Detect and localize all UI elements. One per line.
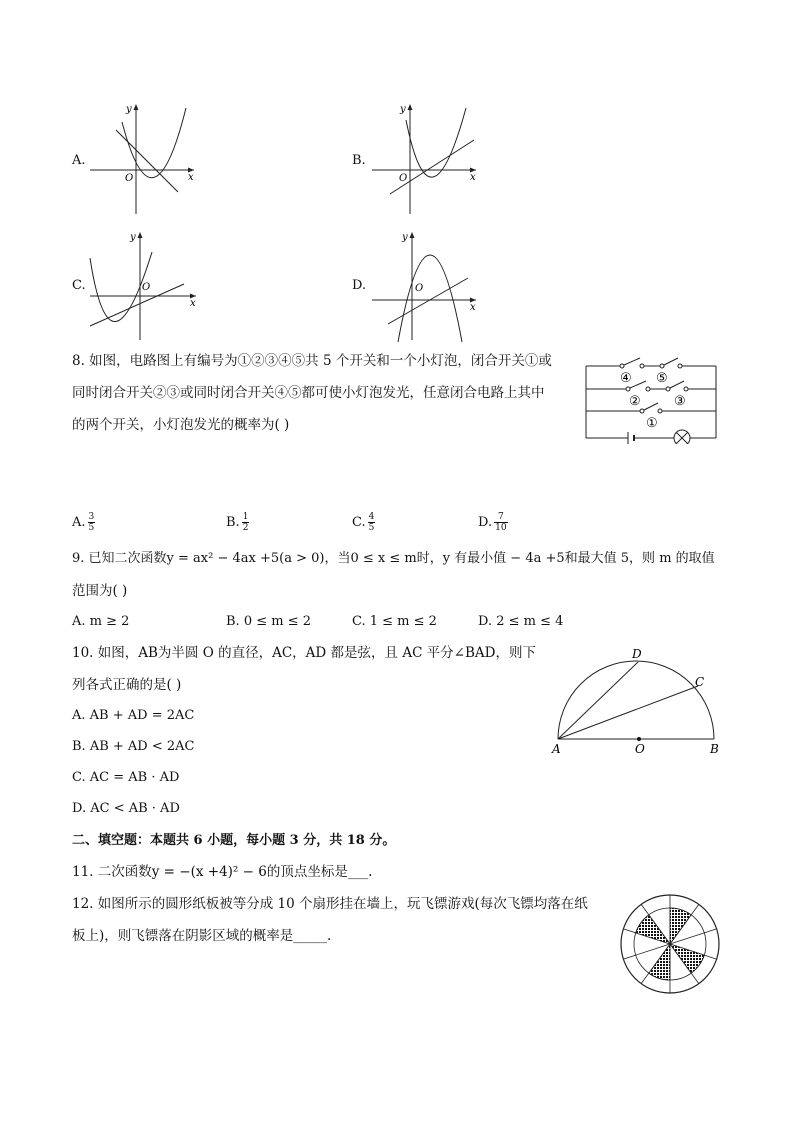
q12-text-line2: 板上)，则飞镖落在阴影区域的概率是_____. bbox=[72, 928, 332, 944]
q10-option-d: D. AC < AB · AD bbox=[72, 801, 180, 816]
y-axis-label: y bbox=[402, 232, 408, 243]
bulb-icon bbox=[674, 430, 690, 444]
switch-5-label: ⑤ bbox=[656, 371, 668, 386]
shaded-sector bbox=[670, 944, 704, 973]
q11-text: 11. 二次函数y = −(x +4)² − 6的顶点坐标是___. bbox=[72, 864, 373, 880]
y-axis-label: y bbox=[130, 232, 136, 243]
option-c-label: C. bbox=[72, 278, 86, 293]
graph-option-d bbox=[368, 228, 480, 344]
switch-4-label: ④ bbox=[620, 371, 632, 386]
q8-text-line3: 的两个开关，小灯泡发光的概率为( ) bbox=[72, 417, 290, 433]
point-a-label: A bbox=[552, 742, 561, 756]
switch-2-label: ② bbox=[629, 394, 641, 409]
q9-text-line1: 9. 已知二次函数y = ax² − 4ax +5(a > 0)，当0 ≤ x ≤ m时，y 有最小值 − 4a +5和最大值 5，则 m 的取值 bbox=[72, 551, 715, 566]
graph-option-c bbox=[86, 228, 200, 344]
y-axis-label: y bbox=[400, 104, 406, 115]
point-o-label: O bbox=[635, 742, 645, 756]
q8-option-a: A. $\frac{3}{5}$ bbox=[72, 512, 95, 533]
dartboard-diagram bbox=[618, 892, 722, 996]
point-b-label: B bbox=[710, 742, 719, 756]
x-axis-label: x bbox=[470, 302, 476, 313]
q9-option-b: B. 0 ≤ m ≤ 2 bbox=[226, 614, 312, 629]
origin-label: O bbox=[399, 173, 408, 184]
option-b-label: B. bbox=[352, 153, 366, 168]
shaded-sector bbox=[636, 915, 670, 944]
q9-option-c: C. 1 ≤ m ≤ 2 bbox=[352, 614, 437, 629]
option-d-label: D. bbox=[352, 278, 367, 293]
semicircle-diagram bbox=[548, 644, 724, 756]
x-axis-label: x bbox=[190, 298, 196, 309]
q10-option-c: C. AC = AB · AD bbox=[72, 770, 180, 785]
point-d-label: D bbox=[632, 647, 642, 661]
option-a-label: A. bbox=[72, 153, 86, 168]
origin-label: O bbox=[415, 283, 424, 294]
q12-text-line1: 12. 如图所示的圆形纸板被等分成 10 个扇形挂在墙上，玩飞镖游戏(每次飞镖均落在纸 bbox=[72, 896, 588, 912]
shaded-sector bbox=[670, 908, 691, 944]
q8-option-c: C. $\frac{4}{5}$ bbox=[352, 512, 375, 533]
q9-text-line2: 范围为( ) bbox=[72, 583, 128, 599]
q10-text-line2: 列各式正确的是( ) bbox=[72, 677, 182, 693]
x-axis-label: x bbox=[470, 172, 476, 183]
shaded-sector bbox=[649, 944, 670, 980]
switch-3-label: ③ bbox=[674, 394, 686, 409]
origin-label: O bbox=[142, 282, 151, 293]
q8-text-line2: 同时闭合开关②③或同时闭合开关④⑤都可使小灯泡发光，任意闭合电路上其中 bbox=[72, 385, 545, 401]
origin-label: O bbox=[125, 173, 134, 184]
q10-text-line1: 10. 如图，AB为半圆 O 的直径，AC，AD 都是弦，且 AC 平分∠BAD，则下 bbox=[72, 645, 536, 661]
circuit-diagram bbox=[582, 352, 720, 444]
graph-option-a bbox=[86, 100, 198, 218]
q9-option-a: A. m ≥ 2 bbox=[72, 614, 130, 629]
q8-text-line1: 8. 如图，电路图上有编号为①②③④⑤共 5 个开关和一个小灯泡，闭合开关①或 bbox=[72, 353, 552, 369]
x-axis-label: x bbox=[188, 172, 194, 183]
q9-option-d: D. 2 ≤ m ≤ 4 bbox=[478, 614, 564, 629]
q10-option-a: A. AB + AD = 2AC bbox=[72, 708, 195, 723]
switch-1-label: ① bbox=[646, 416, 658, 431]
q8-option-d: D. $\frac{7}{10}$ bbox=[478, 512, 507, 533]
q8-option-b: B. $\frac{1}{2}$ bbox=[226, 512, 249, 533]
point-c-label: C bbox=[695, 675, 705, 689]
y-axis-label: y bbox=[126, 104, 132, 115]
section-heading: 二、填空题：本题共 6 小题，每小题 3 分，共 18 分。 bbox=[72, 833, 396, 848]
q10-option-b: B. AB + AD < 2AC bbox=[72, 739, 195, 754]
graph-option-b bbox=[368, 100, 480, 218]
